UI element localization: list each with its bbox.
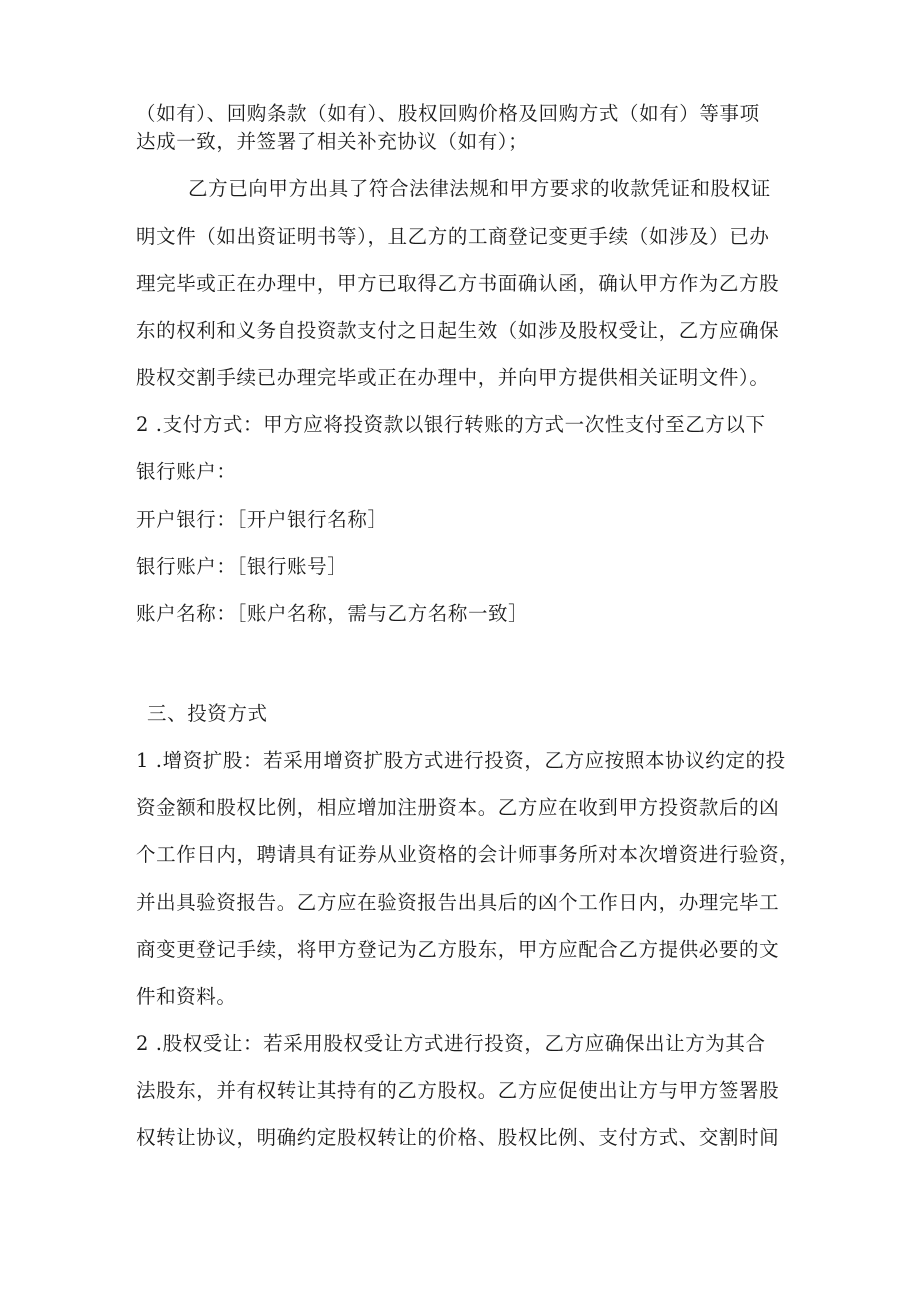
bank-name-field: 开户银行：［开户银行名称］ [136,508,388,531]
section-heading: 三、投资方式 [147,702,268,725]
text-line: 理完毕或正在办理中，甲方已取得乙方书面确认函，确认甲方作为乙方股 [136,272,780,295]
bank-account-field: 银行账户：［银行账号］ [136,555,348,578]
text-line: （如有）、回购条款（如有）、股权回购价格及回购方式（如有）等事项 [136,102,760,125]
text-line: 银行账户： [136,460,237,483]
section-item: 2 .支付方式：甲方应将投资款以银行转账的方式一次性支付至乙方以下 [136,413,766,436]
section-item: 2 .股权受让：若采用股权受让方式进行投资，乙方应确保出让方为其合 [136,1032,766,1055]
text-line: 明文件（如出资证明书等），且乙方的工商登记变更手续（如涉及）已办 [136,225,770,248]
text-line: 达成一致，并签署了相关补充协议（如有）； [136,130,529,153]
text-line: 东的权利和义务自投资款支付之日起生效（如涉及股权受让，乙方应确保 [136,319,780,342]
text-line: 乙方已向甲方出具了符合法律法规和甲方要求的收款凭证和股权证 [188,177,771,200]
text-line: 资金额和股权比例，相应增加注册资本。乙方应在收到甲方投资款后的凶 [136,796,780,819]
account-name-field: 账户名称：［账户名称，需与乙方名称一致］ [136,602,529,625]
text-line: 股权交割手续已办理完毕或正在办理中，并向甲方提供相关证明文件）。 [136,366,770,389]
text-line: 并出具验资报告。乙方应在验资报告出具后的凶个工作日内，办理完毕工 [136,891,780,914]
text-line: 件和资料。 [136,985,237,1008]
text-line: 商变更登记手续，将甲方登记为乙方股东，甲方应配合乙方提供必要的文 [136,938,780,961]
text-line: 个工作日内，聘请具有证券从业资格的会计师事务所对本次增资进行验资， [136,843,800,866]
text-line: 法股东，并有权转让其持有的乙方股权。乙方应促使出让方与甲方签署股 [136,1079,780,1102]
text-line: 权转让协议，明确约定股权转让的价格、股权比例、支付方式、交割时间 [136,1126,780,1149]
section-item: 1 .增资扩股：若采用增资扩股方式进行投资，乙方应按照本协议约定的投 [136,749,786,772]
